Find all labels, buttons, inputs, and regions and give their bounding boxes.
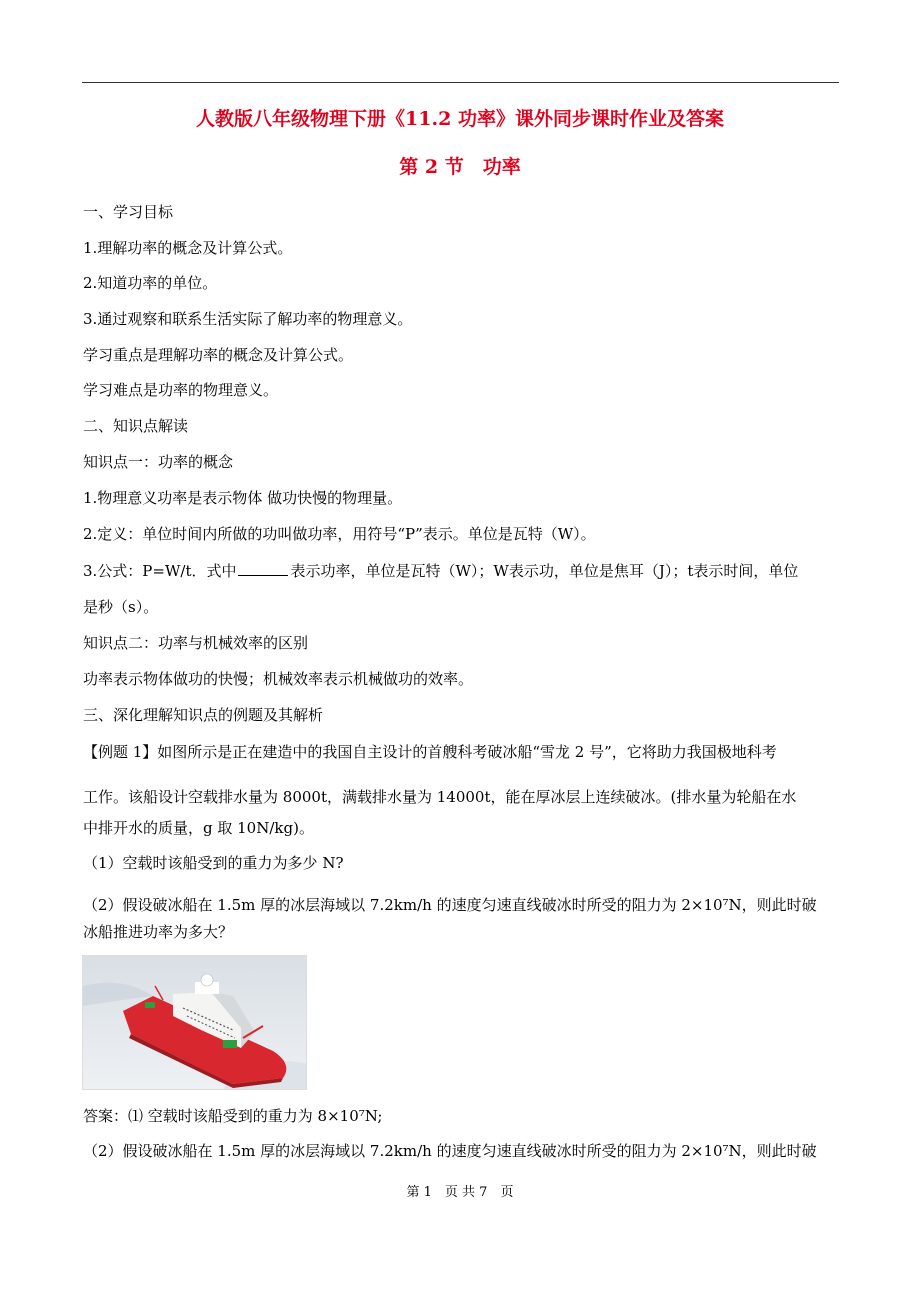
heading-knowledge: 二、知识点解读 [83,417,189,435]
formula-text-continued: 表示功率，单位是瓦特（W）；W表示功，单位是焦耳（J）；t表示时间，单位 [290,562,799,580]
example-text: 中排开水的质量，g 取 10N/kg)。 [83,819,314,837]
example-text: 【例题 1】如图所示是正在建造中的我国自主设计的首艘科考破冰船“雪龙 2 号”，它将助力我国极地科考 [83,743,777,761]
question-2: （2）假设破冰船在 1.5m 厚的冰层海域以 7.2km/h 的速度匀速直线破冰时所受的阻力为 2×10⁷N，则此时破 [83,896,817,914]
document-title: 人教版八年级物理下册《11.2 功率》课外同步课时作业及答案 [196,108,724,130]
knowledge-point-2-heading: 知识点二：功率与机械效率的区别 [83,634,309,652]
difficult-point: 学习难点是功率的物理意义。 [83,381,279,399]
question-1: （1）空载时该船受到的重力为多少 N? [83,854,344,872]
goal-item: 1.理解功率的概念及计算公式。 [83,239,293,257]
icebreaker-ship-image [82,955,307,1090]
knowledge-text: 2.定义：单位时间内所做的功叫做功率，用符号“P”表示。单位是瓦特（W）。 [83,525,596,543]
header-rule [82,82,839,83]
goal-item: 3.通过观察和联系生活实际了解功率的物理意义。 [83,310,413,328]
formula-text: 3.公式：P=W/t．式中 [83,562,237,580]
fill-in-blank [238,561,288,576]
formula-line [83,561,798,581]
formula-unit-line: 是秒（s）。 [83,598,159,616]
answer-2: （2）假设破冰船在 1.5m 厚的冰层海域以 7.2km/h 的速度匀速直线破冰时所受的阻力为 2×10⁷N，则此时破 [83,1142,817,1160]
goal-item: 2.知道功率的单位。 [83,274,218,292]
knowledge-point-1-heading: 知识点一：功率的概念 [83,453,234,471]
answer-1: 答案：⑴ 空载时该船受到的重力为 8×10⁷N; [83,1107,383,1125]
knowledge-text: 1.物理意义功率是表示物体 做功快慢的物理量。 [83,489,403,507]
example-text: 工作。该船设计空载排水量为 8000t，满载排水量为 14000t，能在厚冰层上连续破冰。(排水量为轮船在水 [83,788,797,806]
knowledge-text: 功率表示物体做功的快慢；机械效率表示机械做功的效率。 [83,670,474,688]
question-2-continued: 冰船推进功率为多大？ [83,923,234,941]
heading-examples: 三、深化理解知识点的例题及其解析 [83,706,324,724]
key-point: 学习重点是理解功率的概念及计算公式。 [83,346,354,364]
section-title: 第 2 节 功率 [399,156,521,178]
heading-learning-goals: 一、学习目标 [83,203,174,221]
page-number: 第 1 页 共 7 页 [406,1185,514,1200]
